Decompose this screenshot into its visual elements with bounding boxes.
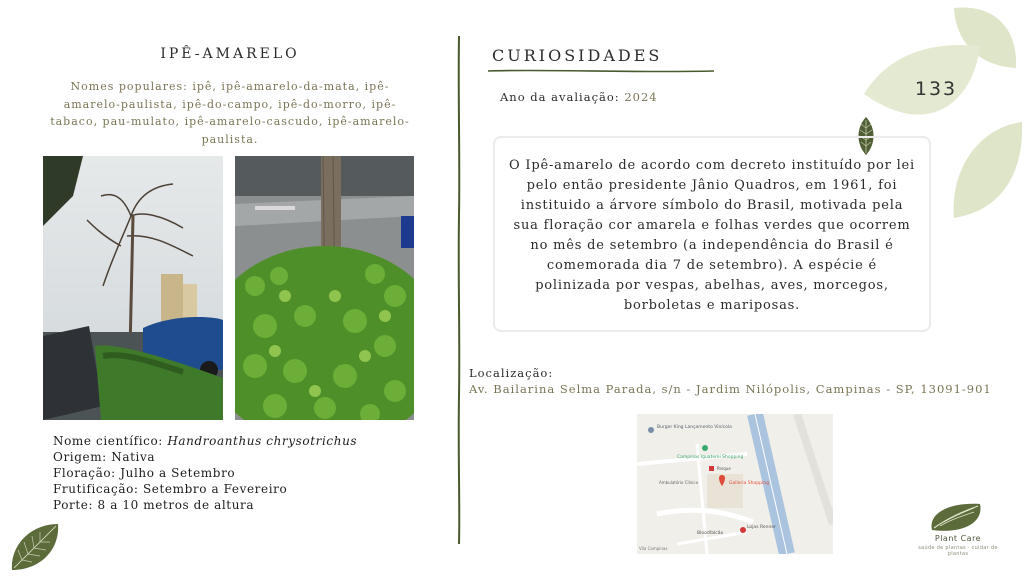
origin-value: Nativa: [111, 450, 156, 464]
size-row: [53, 497, 433, 513]
plant-info: [53, 433, 433, 513]
map-label-renner: Lojas Renner: [747, 525, 776, 530]
map-mall-icon: [702, 445, 708, 451]
evaluation-year-value: 2024: [624, 90, 658, 104]
page-number: 133: [914, 78, 958, 100]
map-store-icon: [740, 527, 746, 533]
scientific-name-label: Nome científico:: [53, 434, 163, 448]
fruiting-row: [53, 481, 433, 497]
fruiting-value: Setembro a Fevereiro: [142, 482, 288, 496]
flowering-value: Julho a Setembro: [120, 466, 236, 480]
location-address: Av. Bailarina Selma Parada, s/n - Jardim Nilópolis, Campinas - SP, 13091-901: [469, 382, 992, 396]
origin-row: [53, 449, 433, 465]
leaf-decoration-lower-icon: [948, 120, 1024, 220]
species-title: IPÊ-AMARELO: [160, 46, 300, 62]
scientific-name-value: Handroanthus chrysotrichus: [167, 434, 358, 448]
scientific-name-row: [53, 433, 433, 449]
location-label: Localização:: [469, 366, 554, 380]
curiosities-title: CURIOSIDADES: [492, 46, 663, 65]
map-parking-icon: [709, 466, 714, 471]
map-label-bottom-left: Bloodfalcão: [697, 531, 724, 536]
size-value: 8 a 10 metros de altura: [97, 498, 255, 512]
evaluation-year-label: Ano da avaliação:: [500, 90, 620, 104]
map-label-left: Ambulatório Clínico: [659, 480, 699, 485]
flowering-row: [53, 465, 433, 481]
leaf-decoration-bottom-icon: [8, 520, 62, 574]
evaluation-year: [500, 90, 658, 104]
logo-tagline: saúde de plantas · cuidar de plantas: [918, 545, 998, 557]
plant-care-logo: [918, 500, 998, 570]
map-poi-icon: [648, 427, 654, 433]
location-map[interactable]: [637, 414, 833, 554]
column-divider: [456, 36, 462, 544]
curiosity-text: O Ipê-amarelo de acordo com decreto instituído por lei pelo então presidente Jânio Quadros, em 1961, foi instituido a árvore símbolo do Brasil, motivada pela sua floração cor amarela e folhas verdes que ocorrem no mês de setembro (a independência do Brasil é comemorada dia 7 de setembro). A espécie é polinizada por vespas, abelhas, aves, morcegos, borboletas e mariposas.: [509, 158, 915, 313]
title-underline: [488, 68, 714, 74]
flowering-label: Floração:: [53, 466, 116, 480]
popular-names: Nomes populares: ipê, ipê-amarelo-da-mata, ipê-amarelo-paulista, ipê-do-campo, ipê-do-morro, ipê-tabaco, pau-mulato, ipê-amarelo-cascudo, ipê-amarelo-paulista.: [50, 80, 410, 146]
trunk-shrub-photo: [235, 156, 414, 420]
curiosity-box: [493, 136, 931, 332]
map-label-parking: Parque: [717, 466, 731, 471]
map-label-galleria: Galleria Shopping: [729, 481, 769, 486]
fruiting-label: Frutificação:: [53, 482, 139, 496]
map-label-top: Burger King Lançamento Vinícola: [657, 425, 732, 430]
size-label: Porte:: [53, 498, 94, 512]
logo-leaf-icon: [918, 500, 998, 534]
map-label-corner: Vila Campinas: [639, 546, 668, 551]
map-label-mall: Campinas Iguatemi Shopping: [677, 455, 744, 460]
logo-name: Plant Care: [934, 534, 982, 543]
tree-photo: [43, 156, 223, 420]
origin-label: Origem:: [53, 450, 107, 464]
